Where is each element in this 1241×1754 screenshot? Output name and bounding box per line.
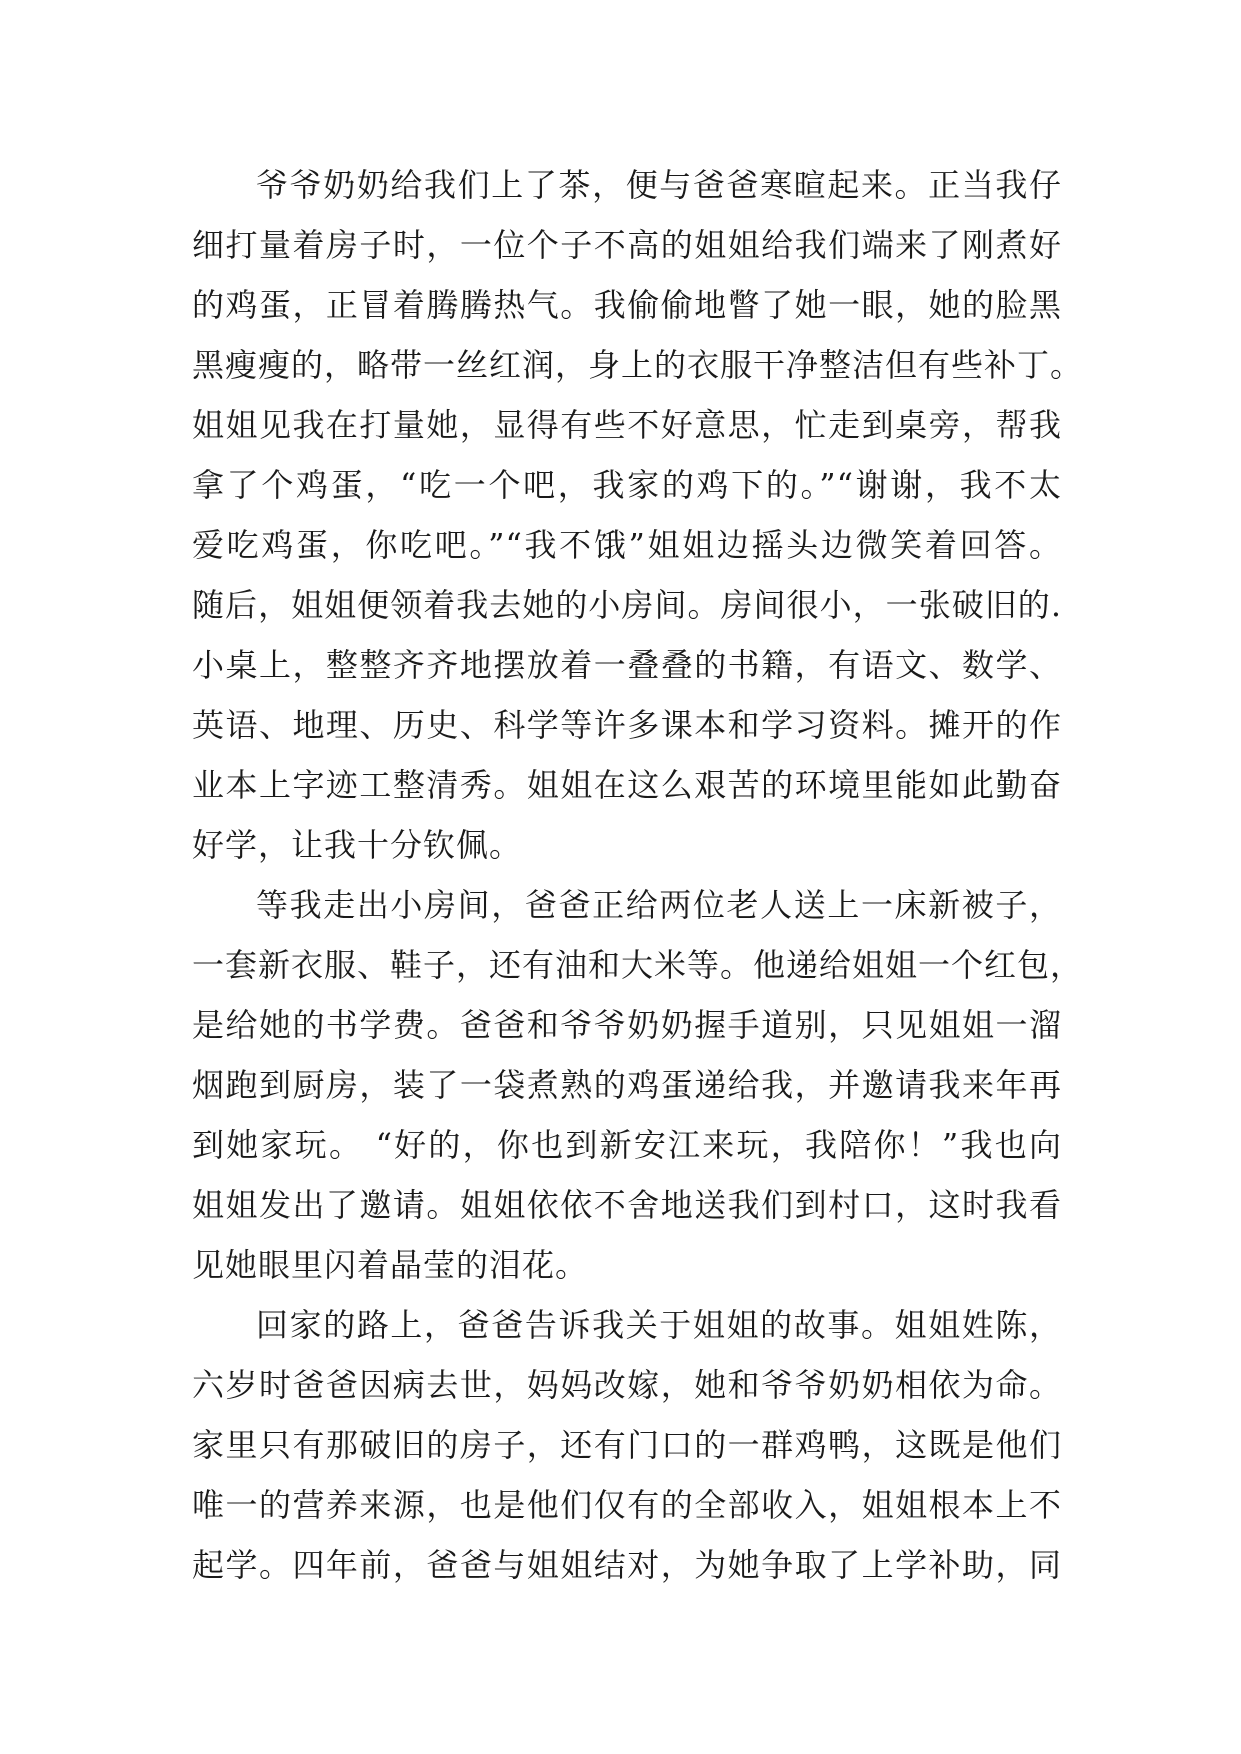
text-line: 黑瘦瘦的，略带一丝红润，身上的衣服干净整洁但有些补丁。 bbox=[192, 346, 1084, 384]
text-line: 六岁时爸爸因病去世，妈妈改嫁，她和爷爷奶奶相依为命。 bbox=[192, 1366, 1062, 1404]
text-line: 起学。四年前，爸爸与姐姐结对，为她争取了上学补助，同 bbox=[192, 1546, 1062, 1584]
body-text bbox=[192, 155, 1084, 1595]
text-line: 业本上字迹工整清秀。姐姐在这么艰苦的环境里能如此勤奋 bbox=[192, 766, 1062, 804]
text-line: 小桌上，整整齐齐地摆放着一叠叠的书籍，有语文、数学、 bbox=[192, 646, 1062, 684]
text-line: 拿了个鸡蛋，“吃一个吧，我家的鸡下的。”“谢谢，我不太 bbox=[192, 466, 1062, 504]
text-line: 等我走出小房间，爸爸正给两位老人送上一床新被子， bbox=[256, 886, 1062, 924]
text-line: 唯一的营养来源，也是他们仅有的全部收入，姐姐根本上不 bbox=[192, 1486, 1062, 1524]
text-line: 姐姐见我在打量她，显得有些不好意思，忙走到桌旁，帮我 bbox=[192, 406, 1062, 444]
text-line: 到她家玩。 “好的，你也到新安江来玩，我陪你！”我也向 bbox=[192, 1126, 1062, 1164]
text-line: 见她眼里闪着晶莹的泪花。 bbox=[192, 1246, 589, 1284]
text-line: 一套新衣服、鞋子，还有油和大米等。他递给姐姐一个红包， bbox=[192, 946, 1084, 984]
text-line: 好学，让我十分钦佩。 bbox=[192, 826, 523, 864]
text-line: 英语、地理、历史、科学等许多课本和学习资料。摊开的作 bbox=[192, 706, 1062, 744]
text-line: 烟跑到厨房，装了一袋煮熟的鸡蛋递给我，并邀请我来年再 bbox=[192, 1066, 1062, 1104]
text-line: 姐姐发出了邀请。姐姐依依不舍地送我们到村口，这时我看 bbox=[192, 1186, 1062, 1224]
text-line: 是给她的书学费。爸爸和爷爷奶奶握手道别，只见姐姐一溜 bbox=[192, 1006, 1062, 1044]
text-line: 细打量着房子时，一位个子不高的姐姐给我们端来了刚煮好 bbox=[192, 226, 1062, 264]
text-line: 随后，姐姐便领着我去她的小房间。房间很小，一张破旧的. bbox=[192, 586, 1062, 624]
text-line: 家里只有那破旧的房子，还有门口的一群鸡鸭，这既是他们 bbox=[192, 1426, 1062, 1464]
text-line: 回家的路上，爸爸告诉我关于姐姐的故事。姐姐姓陈， bbox=[256, 1306, 1062, 1344]
text-line: 爷爷奶奶给我们上了茶，便与爸爸寒暄起来。正当我仔 bbox=[256, 166, 1062, 204]
text-line: 的鸡蛋，正冒着腾腾热气。我偷偷地瞥了她一眼，她的脸黑 bbox=[192, 286, 1062, 324]
text-line: 爱吃鸡蛋，你吃吧。”“我不饿”姐姐边摇头边微笑着回答。 bbox=[192, 526, 1062, 564]
